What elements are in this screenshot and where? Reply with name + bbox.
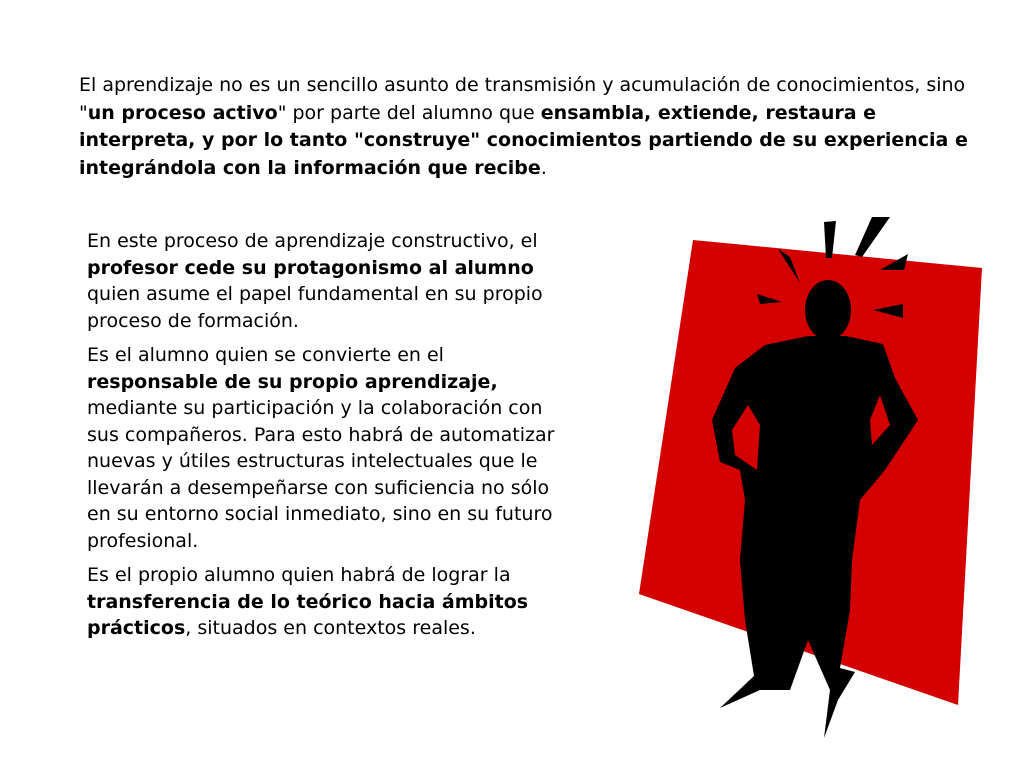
paragraph-text: quien asume el papel fundamental en su propio proceso de formación. [87, 283, 543, 332]
paragraph-text: mediante su participación y la colaboración con sus compañeros. Para esto habrá de automatizar nuevas y útiles estructuras intelectuales que le llevarán a desempeñarse con suficiencia no sólo en su entorno social inmediato, sino en su futuro profesional. [87, 397, 555, 552]
intro-paragraph [79, 72, 979, 182]
paragraph-responsibility [87, 342, 577, 554]
paragraph-text: Es el propio alumno quien habrá de lograr la [87, 564, 511, 586]
paragraph-text: Es el alumno quien se convierte en el [87, 344, 444, 366]
intro-bold-2: ensambla, extiende, restaura e interpreta, y por lo tanto "construye" conocimientos partiendo de su experiencia e integrándola con la información que recibe [79, 101, 968, 179]
frustrated-person-illustration [630, 210, 1000, 750]
paragraph-text: En este proceso de aprendizaje constructivo, el [87, 230, 538, 252]
paragraph-bold: transferencia de lo teórico hacia ámbitos prácticos [87, 590, 529, 639]
paragraph-text: , situados en contextos reales. [185, 617, 476, 639]
head [805, 280, 851, 340]
paragraph-transfer [87, 562, 577, 642]
intro-text-3: . [540, 156, 547, 179]
stress-mark [855, 217, 890, 257]
illustration-svg [630, 210, 1000, 750]
body-column [87, 228, 577, 650]
intro-text-1: El aprendizaje no es un sencillo asunto de transmisión y acumulación de conocimientos, sino " [79, 74, 966, 124]
intro-text-2: " por parte del alumno que [277, 101, 541, 124]
paragraph-protagonism [87, 228, 577, 334]
paragraph-bold: responsable de su propio aprendizaje, [87, 370, 498, 393]
intro-bold-1: un proceso activo [87, 101, 278, 124]
paragraph-bold: profesor cede su protagonismo al alumno [87, 256, 534, 279]
stress-mark [824, 221, 836, 258]
